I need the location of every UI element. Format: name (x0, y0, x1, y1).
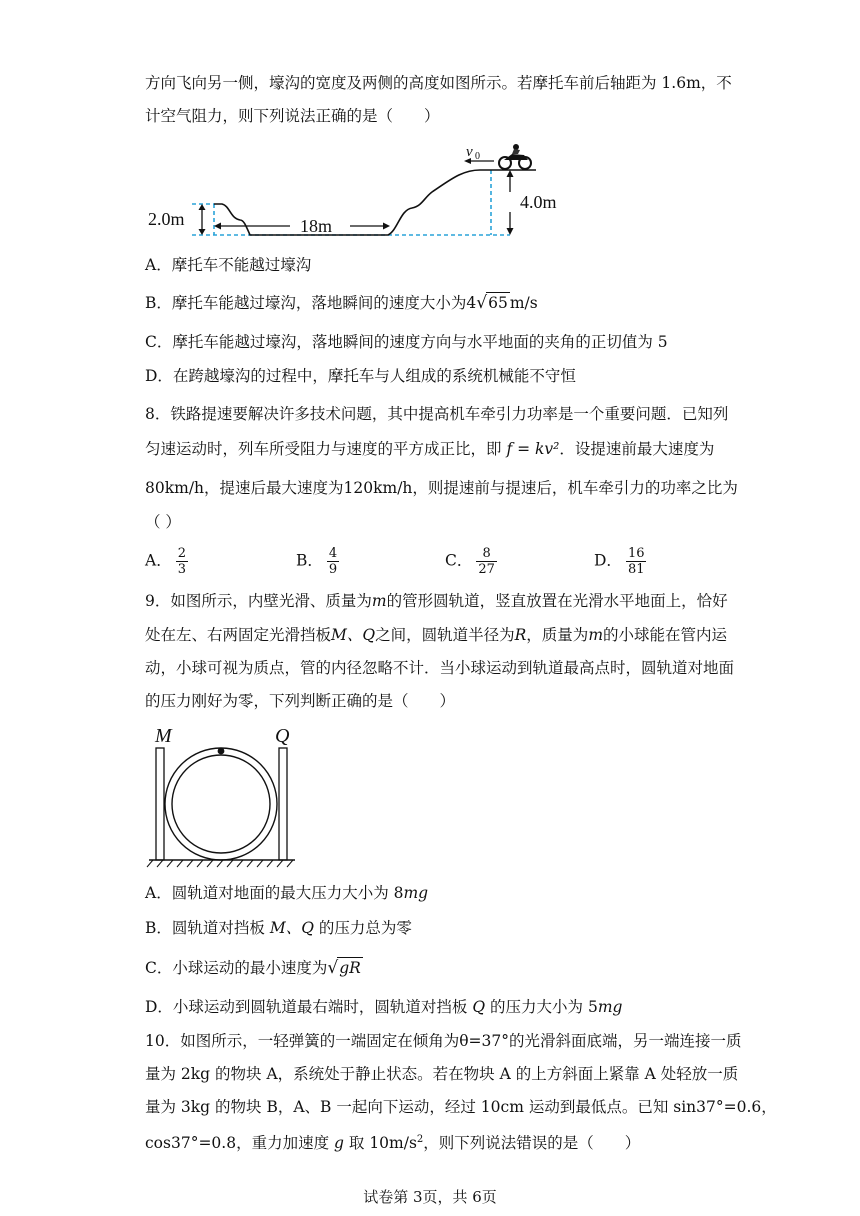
q10-line-1: 10．如图所示，一轻弹簧的一端固定在倾角为θ=37°的光滑斜面底端，另一端连接一质 (145, 1032, 742, 1050)
q7-line-2: 计空气阻力，则下列说法正确的是（ ） (145, 107, 440, 125)
q7-option-c: C．摩托车能越过壕沟，落地瞬间的速度方向与水平地面的夹角的正切值为 5 (145, 333, 668, 351)
left-height-label: 2.0m (148, 209, 185, 229)
ball-icon (218, 748, 225, 755)
q9-line-3: 动，小球可视为质点，管的内径忽略不计．当小球运动到轨道最高点时，圆轨道对地面 (145, 659, 735, 677)
q8-line-2: 匀速运动时，列车所受阻力与速度的平方成正比，即 f = kv²．设提速前最大速度为 (145, 440, 715, 458)
ring-track-figure (145, 720, 305, 870)
q10-line-4: cos37°=0.8，重力加速度 g 取 $10m/s^2$，则下列说法错误的是（ ） (145, 1134, 641, 1153)
q9-option-a: A．圆轨道对地面的最大压力大小为 8mg (145, 884, 429, 902)
page-footer: 试卷第 3页，共 6页 (363, 1188, 497, 1206)
q9-line-1: 9．如图所示，内壁光滑、质量为m的管形圆轨道，竖直放置在光滑水平地面上，恰好 (145, 592, 728, 610)
q7-option-a: A．摩托车不能越过壕沟 (145, 256, 312, 274)
right-height-label: 4.0m (520, 192, 557, 212)
q8-line-3: 80km/h，提速后最大速度为120km/h，则提速前与提速后，机车牵引力的功率之比为 (145, 479, 738, 497)
q9-line-4: 的压力刚好为零，下列判断正确的是（ ） (145, 692, 456, 710)
q7-option-b: B．摩托车能越过壕沟，落地瞬间的速度大小为4√65 m/s (145, 293, 538, 313)
v0-subscript: 0 (475, 151, 480, 162)
q9-option-c: C．小球运动的最小速度为√gR (145, 958, 361, 978)
motorcycle-icon (499, 144, 531, 169)
plate-q-label: Q (275, 725, 290, 747)
q8-option-d: D． $\frac{16}{81}$ (594, 546, 645, 577)
q9-option-b: B．圆轨道对挡板 M、Q 的压力总为零 (145, 919, 412, 937)
v0-label: v (466, 144, 473, 160)
q8-option-a: A． $\frac{2}{3}$ (145, 546, 186, 577)
ditch-width-label: 18m (300, 216, 333, 236)
q8-option-c: C． $\frac{8}{27}$ (445, 546, 495, 577)
q10-line-3: 量为 3kg 的物块 B，A、B 一起向下运动，经过 10cm 运动到最低点。已知 sin37°=0.6， (145, 1098, 777, 1116)
plate-m-label: M (155, 725, 172, 747)
q8-line-4: （ ） (145, 513, 181, 531)
q9-option-d: D．小球运动到圆轨道最右端时，圆轨道对挡板 Q 的压力大小为 5mg (145, 998, 623, 1016)
q7-option-d: D．在跨越壕沟的过程中，摩托车与人组成的系统机械能不守恒 (145, 367, 576, 385)
q9-line-2: 处在左、右两固定光滑挡板M、Q之间，圆轨道半径为R，质量为m的小球能在管内运 (145, 626, 728, 644)
q10-line-2: 量为 2kg 的物块 A，系统处于静止状态。若在物块 A 的上方斜面上紧靠 A 处轻放一质 (145, 1065, 739, 1083)
q8-option-b: B． $\frac{4}{9}$ (296, 546, 338, 577)
q8-line-1: 8．铁路提速要解决许多技术问题，其中提高机车牵引力功率是一个重要问题．已知列 (145, 405, 729, 423)
ditch-figure (140, 140, 560, 244)
q7-line-1: 方向飞向另一侧，壕沟的宽度及两侧的高度如图所示。若摩托车前后轴距为 1.6m，不 (145, 74, 732, 92)
